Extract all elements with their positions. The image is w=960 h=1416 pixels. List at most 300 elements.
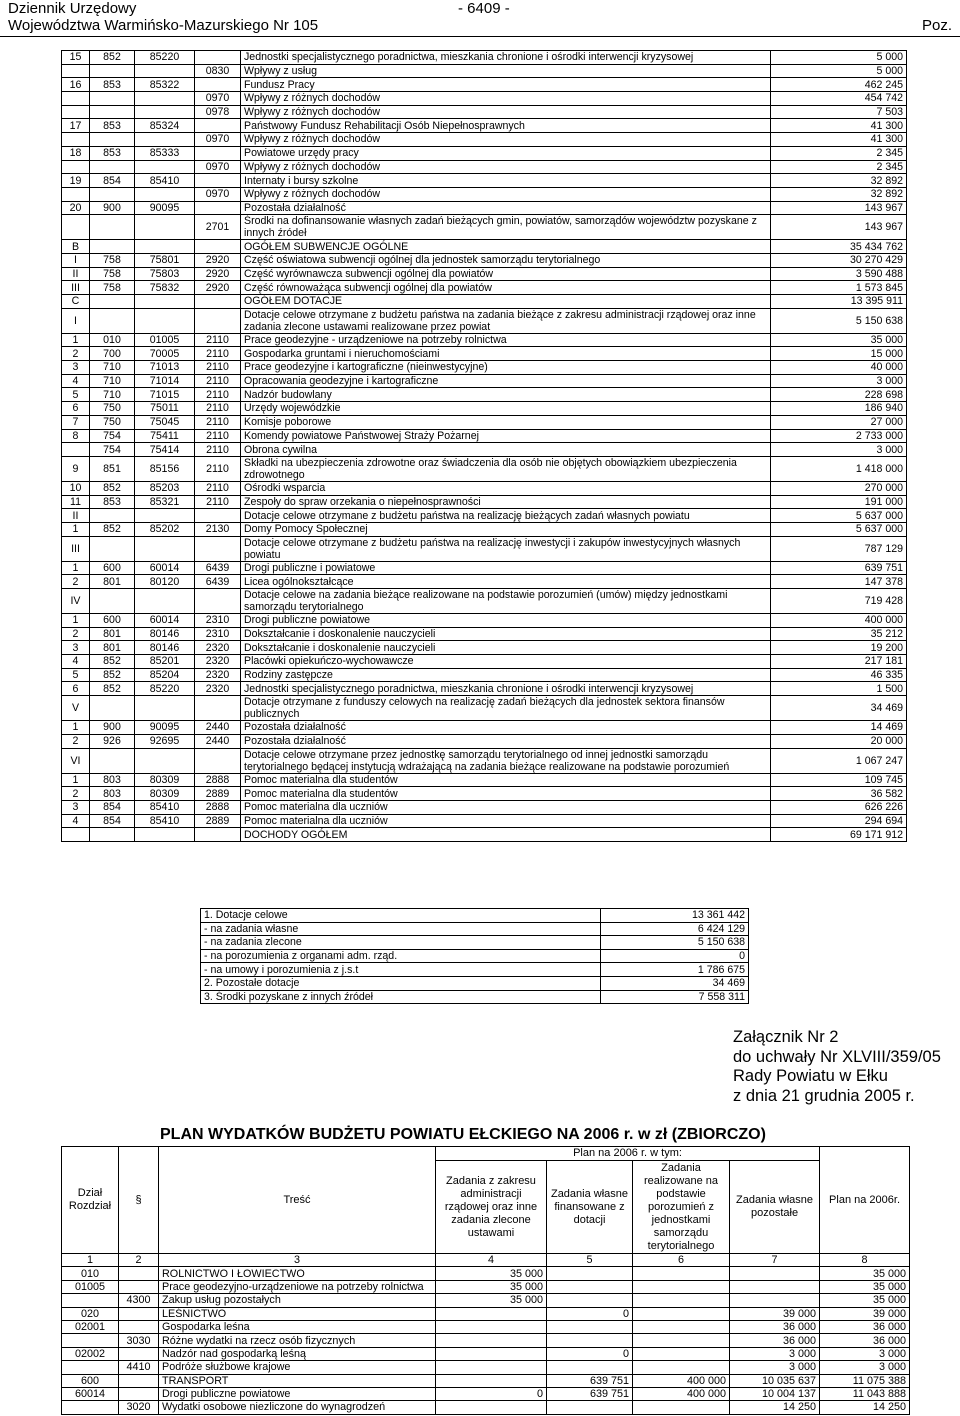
paragraph-cell: [195, 308, 241, 333]
dzial-cell: 02002: [62, 1347, 119, 1360]
dzial-cell: 600: [90, 561, 135, 575]
dzial-cell: 010: [62, 1267, 119, 1280]
table-row: [62, 696, 907, 721]
amount-cell: 36 582: [771, 787, 907, 801]
paragraph-cell: 2110: [195, 429, 241, 443]
dzial-cell: 60014: [62, 1387, 119, 1400]
zlecone-cell: 35 000: [436, 1280, 547, 1293]
rozdzial-cell: [135, 536, 195, 561]
zlecone-cell: [436, 1320, 547, 1333]
rozdzial-cell: [135, 133, 195, 147]
amount-cell: 400 000: [771, 614, 907, 628]
description-cell: Prace geodezyjne - urządzeniowe na potrzeby rolnictwa: [241, 333, 771, 347]
position-label: Poz.: [921, 17, 952, 34]
rozdzial-cell: 71015: [135, 388, 195, 402]
lp-cell: [62, 215, 90, 240]
column-number: 5: [547, 1254, 633, 1267]
summary-label: 1. Dotacje celowe: [201, 909, 601, 923]
lp-cell: 18: [62, 146, 90, 160]
plan-total-cell: 14 250: [820, 1401, 910, 1414]
dzial-cell: [62, 1294, 119, 1307]
lp-cell: 2: [62, 347, 90, 361]
dzial-cell: 853: [90, 78, 135, 92]
plan-total-cell: 35 000: [820, 1280, 910, 1293]
porozumienia-cell: [633, 1401, 730, 1414]
table-row: [62, 51, 907, 65]
description-cell: DOCHODY OGÓŁEM: [241, 828, 771, 842]
rozdzial-cell: 85322: [135, 78, 195, 92]
table-row: [62, 92, 907, 106]
paragraph-cell: 2320: [195, 668, 241, 682]
dzial-cell: [90, 133, 135, 147]
paragraph-cell: 2110: [195, 402, 241, 416]
amount-cell: 147 378: [771, 575, 907, 589]
paragraph-cell: 2130: [195, 522, 241, 536]
rozdzial-cell: [135, 92, 195, 106]
paragraph-cell: 2110: [195, 481, 241, 495]
paragraph-cell: [195, 295, 241, 309]
lp-cell: [62, 133, 90, 147]
paragraph-cell: 2310: [195, 627, 241, 641]
table-row: [62, 215, 907, 240]
amount-cell: 2 733 000: [771, 429, 907, 443]
plan-row: [62, 1267, 910, 1280]
wlasne-dotacje-cell: [547, 1401, 633, 1414]
description-cell: Wpływy z różnych dochodów: [241, 92, 771, 106]
header-tresc: Treść: [159, 1147, 436, 1254]
porozumienia-cell: [633, 1307, 730, 1320]
lp-cell: 6: [62, 402, 90, 416]
description-cell: Wpływy z usług: [241, 64, 771, 78]
dzial-cell: 926: [90, 734, 135, 748]
rozdzial-cell: 80146: [135, 627, 195, 641]
amount-cell: 35 000: [771, 333, 907, 347]
description-cell: Wpływy z różnych dochodów: [241, 105, 771, 119]
description-cell: Domy Pomocy Społecznej: [241, 522, 771, 536]
lp-cell: [62, 828, 90, 842]
paragraph-cell: 2320: [195, 655, 241, 669]
table-row: [62, 682, 907, 696]
lp-cell: 1: [62, 522, 90, 536]
zlecone-cell: [436, 1401, 547, 1414]
lp-cell: 17: [62, 119, 90, 133]
description-cell: Państwowy Fundusz Rehabilitacji Osób Niepełnosprawnych: [241, 119, 771, 133]
description-cell: Dotacje otrzymane z funduszy celowych na realizację zadań bieżących dla jednostek sektora finansów publicznych: [241, 696, 771, 721]
dzial-cell: 700: [90, 347, 135, 361]
description-cell: Podróże służbowe krajowe: [159, 1361, 436, 1374]
rozdzial-cell: 71013: [135, 361, 195, 375]
amount-cell: 191 000: [771, 495, 907, 509]
dzial-cell: 758: [90, 267, 135, 281]
wlasne-dotacje-cell: [547, 1334, 633, 1347]
amount-cell: 34 469: [771, 696, 907, 721]
dzial-cell: 02001: [62, 1320, 119, 1333]
plan-row: [62, 1374, 910, 1387]
lp-cell: 16: [62, 78, 90, 92]
rozdzial-cell: 75045: [135, 415, 195, 429]
amount-cell: 5 000: [771, 51, 907, 65]
summary-value: 7 558 311: [601, 990, 749, 1004]
dzial-cell: 852: [90, 668, 135, 682]
dzial-cell: 852: [90, 51, 135, 65]
amount-cell: 27 000: [771, 415, 907, 429]
amount-cell: 294 694: [771, 814, 907, 828]
dzial-cell: 854: [90, 174, 135, 188]
rozdzial-cell: 90095: [135, 201, 195, 215]
amount-cell: 3 000: [771, 374, 907, 388]
zlecone-cell: [436, 1361, 547, 1374]
plan-total-cell: 11 075 388: [820, 1374, 910, 1387]
description-cell: Wpływy z różnych dochodów: [241, 133, 771, 147]
plan-title: PLAN WYDATKÓW BUDŻETU POWIATU EŁCKIEGO NA 2006 r. w zł (ZBIORCZO): [160, 1126, 766, 1143]
table-row: [62, 119, 907, 133]
lp-cell: IV: [62, 589, 90, 614]
table-row: [62, 589, 907, 614]
lp-cell: 8: [62, 429, 90, 443]
description-cell: ROLNICTWO I ŁOWIECTWO: [159, 1267, 436, 1280]
amount-cell: 32 892: [771, 174, 907, 188]
plan-total-cell: 3 000: [820, 1361, 910, 1374]
dzial-cell: [62, 1401, 119, 1414]
summary-row: [201, 936, 749, 950]
dzial-cell: 854: [90, 800, 135, 814]
summary-value: 5 150 638: [601, 936, 749, 950]
description-cell: Jednostki specjalistycznego poradnictwa, mieszkania chronione i ośrodki interwencji kryzysowej: [241, 51, 771, 65]
paragraph-cell: 2920: [195, 281, 241, 295]
amount-cell: 1 573 845: [771, 281, 907, 295]
paragraph-cell: 2110: [195, 374, 241, 388]
dzial-cell: 710: [90, 374, 135, 388]
dzial-cell: [90, 187, 135, 201]
amount-cell: 639 751: [771, 561, 907, 575]
amount-cell: 40 000: [771, 361, 907, 375]
rozdzial-cell: 75411: [135, 429, 195, 443]
amount-cell: 20 000: [771, 734, 907, 748]
rozdzial-cell: 85410: [135, 174, 195, 188]
table-row: [62, 187, 907, 201]
amount-cell: 35 434 762: [771, 240, 907, 254]
paragraph-cell: 2440: [195, 721, 241, 735]
rozdzial-cell: 85324: [135, 119, 195, 133]
rozdzial-cell: 70005: [135, 347, 195, 361]
paragraph-cell: 2110: [195, 495, 241, 509]
table-row: [62, 388, 907, 402]
description-cell: Komisje poborowe: [241, 415, 771, 429]
rozdzial-cell: [135, 240, 195, 254]
description-cell: Wpływy z różnych dochodów: [241, 187, 771, 201]
amount-cell: 143 967: [771, 201, 907, 215]
dzial-cell: 710: [90, 388, 135, 402]
description-cell: Dokształcanie i doskonalenie nauczycieli: [241, 641, 771, 655]
table-row: [62, 814, 907, 828]
lp-cell: C: [62, 295, 90, 309]
description-cell: Gospodarka leśna: [159, 1320, 436, 1333]
description-cell: Drogi publiczne powiatowe: [241, 614, 771, 628]
dzial-cell: 600: [90, 614, 135, 628]
rozdzial-cell: 85321: [135, 495, 195, 509]
paragraph-cell: [119, 1307, 159, 1320]
description-cell: Zespoły do spraw orzekania o niepełnosprawności: [241, 495, 771, 509]
table-row: [62, 415, 907, 429]
paragraph-cell: 2888: [195, 800, 241, 814]
description-cell: TRANSPORT: [159, 1374, 436, 1387]
lp-cell: 2: [62, 787, 90, 801]
paragraph-cell: 2320: [195, 641, 241, 655]
header-wlasne-pozostale: Zadania własne pozostałe: [730, 1161, 820, 1254]
amount-cell: 41 300: [771, 119, 907, 133]
summary-row: [201, 976, 749, 990]
paragraph-cell: 2110: [195, 456, 241, 481]
plan-row: [62, 1334, 910, 1347]
zlecone-cell: 35 000: [436, 1294, 547, 1307]
description-cell: Placówki opiekuńczo-wychowawcze: [241, 655, 771, 669]
paragraph-cell: 0970: [195, 187, 241, 201]
amount-cell: 5 637 000: [771, 509, 907, 523]
wlasne-dotacje-cell: 639 751: [547, 1387, 633, 1400]
description-cell: Ośrodki wsparcia: [241, 481, 771, 495]
table-row: [62, 443, 907, 457]
amount-cell: 7 503: [771, 105, 907, 119]
plan-total-cell: 3 000: [820, 1347, 910, 1360]
paragraph-cell: [195, 828, 241, 842]
wlasne-pozostale-cell: 36 000: [730, 1320, 820, 1333]
rozdzial-cell: 75011: [135, 402, 195, 416]
dzial-cell: 600: [62, 1374, 119, 1387]
dzial-cell: 758: [90, 281, 135, 295]
annex-number: Załącznik Nr 2: [733, 1028, 839, 1046]
lp-cell: 1: [62, 721, 90, 735]
paragraph-cell: [119, 1374, 159, 1387]
rozdzial-cell: 85202: [135, 522, 195, 536]
dzial-cell: [90, 536, 135, 561]
dzial-cell: [90, 215, 135, 240]
dzial-cell: [90, 696, 135, 721]
description-cell: Licea ogólnokształcące: [241, 575, 771, 589]
rozdzial-cell: 85410: [135, 814, 195, 828]
table-row: [62, 347, 907, 361]
paragraph-cell: [195, 536, 241, 561]
table-row: [62, 787, 907, 801]
paragraph-cell: [119, 1320, 159, 1333]
paragraph-cell: [195, 119, 241, 133]
table-row: [62, 267, 907, 281]
wlasne-dotacje-cell: 0: [547, 1307, 633, 1320]
wlasne-dotacje-cell: 639 751: [547, 1374, 633, 1387]
amount-cell: 1 500: [771, 682, 907, 696]
description-cell: Część równoważąca subwencji ogólnej dla powiatów: [241, 281, 771, 295]
paragraph-cell: [119, 1387, 159, 1400]
rozdzial-cell: 85333: [135, 146, 195, 160]
description-cell: Pozostała działalność: [241, 734, 771, 748]
rozdzial-cell: 75801: [135, 253, 195, 267]
summary-row: [201, 990, 749, 1004]
header-in-that: Plan na 2006 r. w tym:: [436, 1147, 820, 1161]
rozdzial-cell: 85220: [135, 51, 195, 65]
table-row: [62, 828, 907, 842]
lp-cell: I: [62, 308, 90, 333]
zlecone-cell: [436, 1334, 547, 1347]
paragraph-cell: [195, 589, 241, 614]
column-number: 7: [730, 1254, 820, 1267]
paragraph-cell: [195, 240, 241, 254]
dzial-cell: 853: [90, 119, 135, 133]
description-cell: Komendy powiatowe Państwowej Straży Pożarnej: [241, 429, 771, 443]
paragraph-cell: 2888: [195, 773, 241, 787]
amount-cell: 14 469: [771, 721, 907, 735]
plan-total-cell: 35 000: [820, 1267, 910, 1280]
description-cell: Pozostała działalność: [241, 201, 771, 215]
description-cell: Dotacje celowe otrzymane z budżetu państwa na realizację inwestycji i zakupów inwestycyjnych własnych powiatu: [241, 536, 771, 561]
column-number: 1: [62, 1254, 119, 1267]
dzial-cell: 801: [90, 575, 135, 589]
table-row: [62, 174, 907, 188]
table-row: [62, 721, 907, 735]
journal-title: Dziennik Urzędowy: [8, 0, 137, 17]
summary-label: 3. Środki pozyskane z innych źródeł: [201, 990, 601, 1004]
description-cell: Drogi publiczne i powiatowe: [241, 561, 771, 575]
description-cell: OGÓŁEM SUBWENCJE OGÓLNE: [241, 240, 771, 254]
wlasne-pozostale-cell: [730, 1267, 820, 1280]
expenditure-plan-table: [61, 1146, 910, 1415]
amount-cell: 69 171 912: [771, 828, 907, 842]
summary-value: 0: [601, 949, 749, 963]
summary-value: 6 424 129: [601, 922, 749, 936]
dzial-cell: 710: [90, 361, 135, 375]
paragraph-cell: 2110: [195, 333, 241, 347]
rozdzial-cell: 60014: [135, 614, 195, 628]
rozdzial-cell: 80146: [135, 641, 195, 655]
table-row: [62, 253, 907, 267]
rozdzial-cell: [135, 105, 195, 119]
table-row: [62, 641, 907, 655]
amount-cell: 109 745: [771, 773, 907, 787]
description-cell: Dotacje celowe otrzymane przez jednostkę samorządu terytorialnego od innej jednostki samorządu terytorialnego będącej instytucją wdrażającą na zadania bieżące realizowane na podstawie porozumień: [241, 748, 771, 773]
wlasne-pozostale-cell: 3 000: [730, 1361, 820, 1374]
rozdzial-cell: [135, 308, 195, 333]
dzial-cell: [90, 748, 135, 773]
paragraph-cell: 0978: [195, 105, 241, 119]
lp-cell: II: [62, 509, 90, 523]
summary-label: - na zadania własne: [201, 922, 601, 936]
dzial-cell: 803: [90, 787, 135, 801]
description-cell: Składki na ubezpieczenia zdrowotne oraz świadczenia dla osób nie objętych obowiązkiem ubezpieczenia zdrowotnego: [241, 456, 771, 481]
description-cell: Pomoc materialna dla studentów: [241, 787, 771, 801]
table-row: [62, 734, 907, 748]
description-cell: Fundusz Pracy: [241, 78, 771, 92]
dzial-cell: [62, 1334, 119, 1347]
table-row: [62, 668, 907, 682]
rozdzial-cell: 90095: [135, 721, 195, 735]
table-row: [62, 561, 907, 575]
wlasne-pozostale-cell: 39 000: [730, 1307, 820, 1320]
paragraph-cell: [195, 201, 241, 215]
description-cell: LEŚNICTWO: [159, 1307, 436, 1320]
table-row: [62, 361, 907, 375]
summary-row: [201, 909, 749, 923]
amount-cell: 5 637 000: [771, 522, 907, 536]
amount-cell: 2 345: [771, 146, 907, 160]
dzial-cell: 754: [90, 429, 135, 443]
amount-cell: 3 590 488: [771, 267, 907, 281]
plan-total-cell: 36 000: [820, 1334, 910, 1347]
journal-subtitle: Województwa Warmińsko-Mazurskiego Nr 105: [8, 17, 319, 34]
description-cell: Dotacje celowe otrzymane z budżetu państwa na zadania bieżące z zakresu administracji rządowej oraz inne zadania zlecone ustawami realizowane przez powiat: [241, 308, 771, 333]
table-row: [62, 800, 907, 814]
porozumienia-cell: [633, 1361, 730, 1374]
paragraph-cell: 2701: [195, 215, 241, 240]
dzial-cell: [90, 308, 135, 333]
table-row: [62, 333, 907, 347]
paragraph-cell: [195, 78, 241, 92]
dzial-cell: [90, 105, 135, 119]
dzial-cell: 900: [90, 721, 135, 735]
dzial-cell: 750: [90, 415, 135, 429]
wlasne-pozostale-cell: 14 250: [730, 1401, 820, 1414]
rozdzial-cell: [135, 509, 195, 523]
description-cell: Pomoc materialna dla uczniów: [241, 814, 771, 828]
paragraph-cell: 0970: [195, 160, 241, 174]
plan-total-cell: 39 000: [820, 1307, 910, 1320]
summary-table: [200, 908, 749, 1004]
table-row: [62, 509, 907, 523]
lp-cell: 1: [62, 333, 90, 347]
description-cell: Część oświatowa subwencji ogólnej dla jednostek samorządu terytorialnego: [241, 253, 771, 267]
lp-cell: V: [62, 696, 90, 721]
paragraph-cell: [195, 509, 241, 523]
description-cell: Różne wydatki na rzecz osób fizycznych: [159, 1334, 436, 1347]
porozumienia-cell: [633, 1280, 730, 1293]
amount-cell: 143 967: [771, 215, 907, 240]
dzial-cell: 854: [90, 814, 135, 828]
table-row: [62, 456, 907, 481]
wlasne-pozostale-cell: [730, 1294, 820, 1307]
annex-council: Rady Powiatu w Ełku: [733, 1067, 888, 1085]
description-cell: Pozostała działalność: [241, 721, 771, 735]
table-row: [62, 748, 907, 773]
rozdzial-cell: 85203: [135, 481, 195, 495]
lp-cell: 2: [62, 575, 90, 589]
lp-cell: 1: [62, 614, 90, 628]
lp-cell: [62, 92, 90, 106]
dzial-cell: 851: [90, 456, 135, 481]
paragraph-cell: 2920: [195, 267, 241, 281]
lp-cell: 1: [62, 561, 90, 575]
column-number: 4: [436, 1254, 547, 1267]
description-cell: Wpływy z różnych dochodów: [241, 160, 771, 174]
dzial-cell: 754: [90, 443, 135, 457]
summary-label: - na umowy i porozumienia z j.s.t: [201, 963, 601, 977]
table-row: [62, 536, 907, 561]
column-number: 3: [159, 1254, 436, 1267]
description-cell: Powiatowe urzędy pracy: [241, 146, 771, 160]
rozdzial-cell: 75803: [135, 267, 195, 281]
annex-resolution: do uchwały Nr XLVIII/359/05: [733, 1047, 941, 1066]
paragraph-cell: [195, 51, 241, 65]
column-number: 2: [119, 1254, 159, 1267]
wlasne-pozostale-cell: 10 004 137: [730, 1387, 820, 1400]
lp-cell: 5: [62, 668, 90, 682]
dzial-cell: 852: [90, 682, 135, 696]
amount-cell: 217 181: [771, 655, 907, 669]
paragraph-cell: 2440: [195, 734, 241, 748]
wlasne-pozostale-cell: 36 000: [730, 1334, 820, 1347]
lp-cell: 9: [62, 456, 90, 481]
annex-note: [733, 1028, 941, 1106]
porozumienia-cell: 400 000: [633, 1374, 730, 1387]
rozdzial-cell: 85156: [135, 456, 195, 481]
amount-cell: 32 892: [771, 187, 907, 201]
table-row: [62, 281, 907, 295]
